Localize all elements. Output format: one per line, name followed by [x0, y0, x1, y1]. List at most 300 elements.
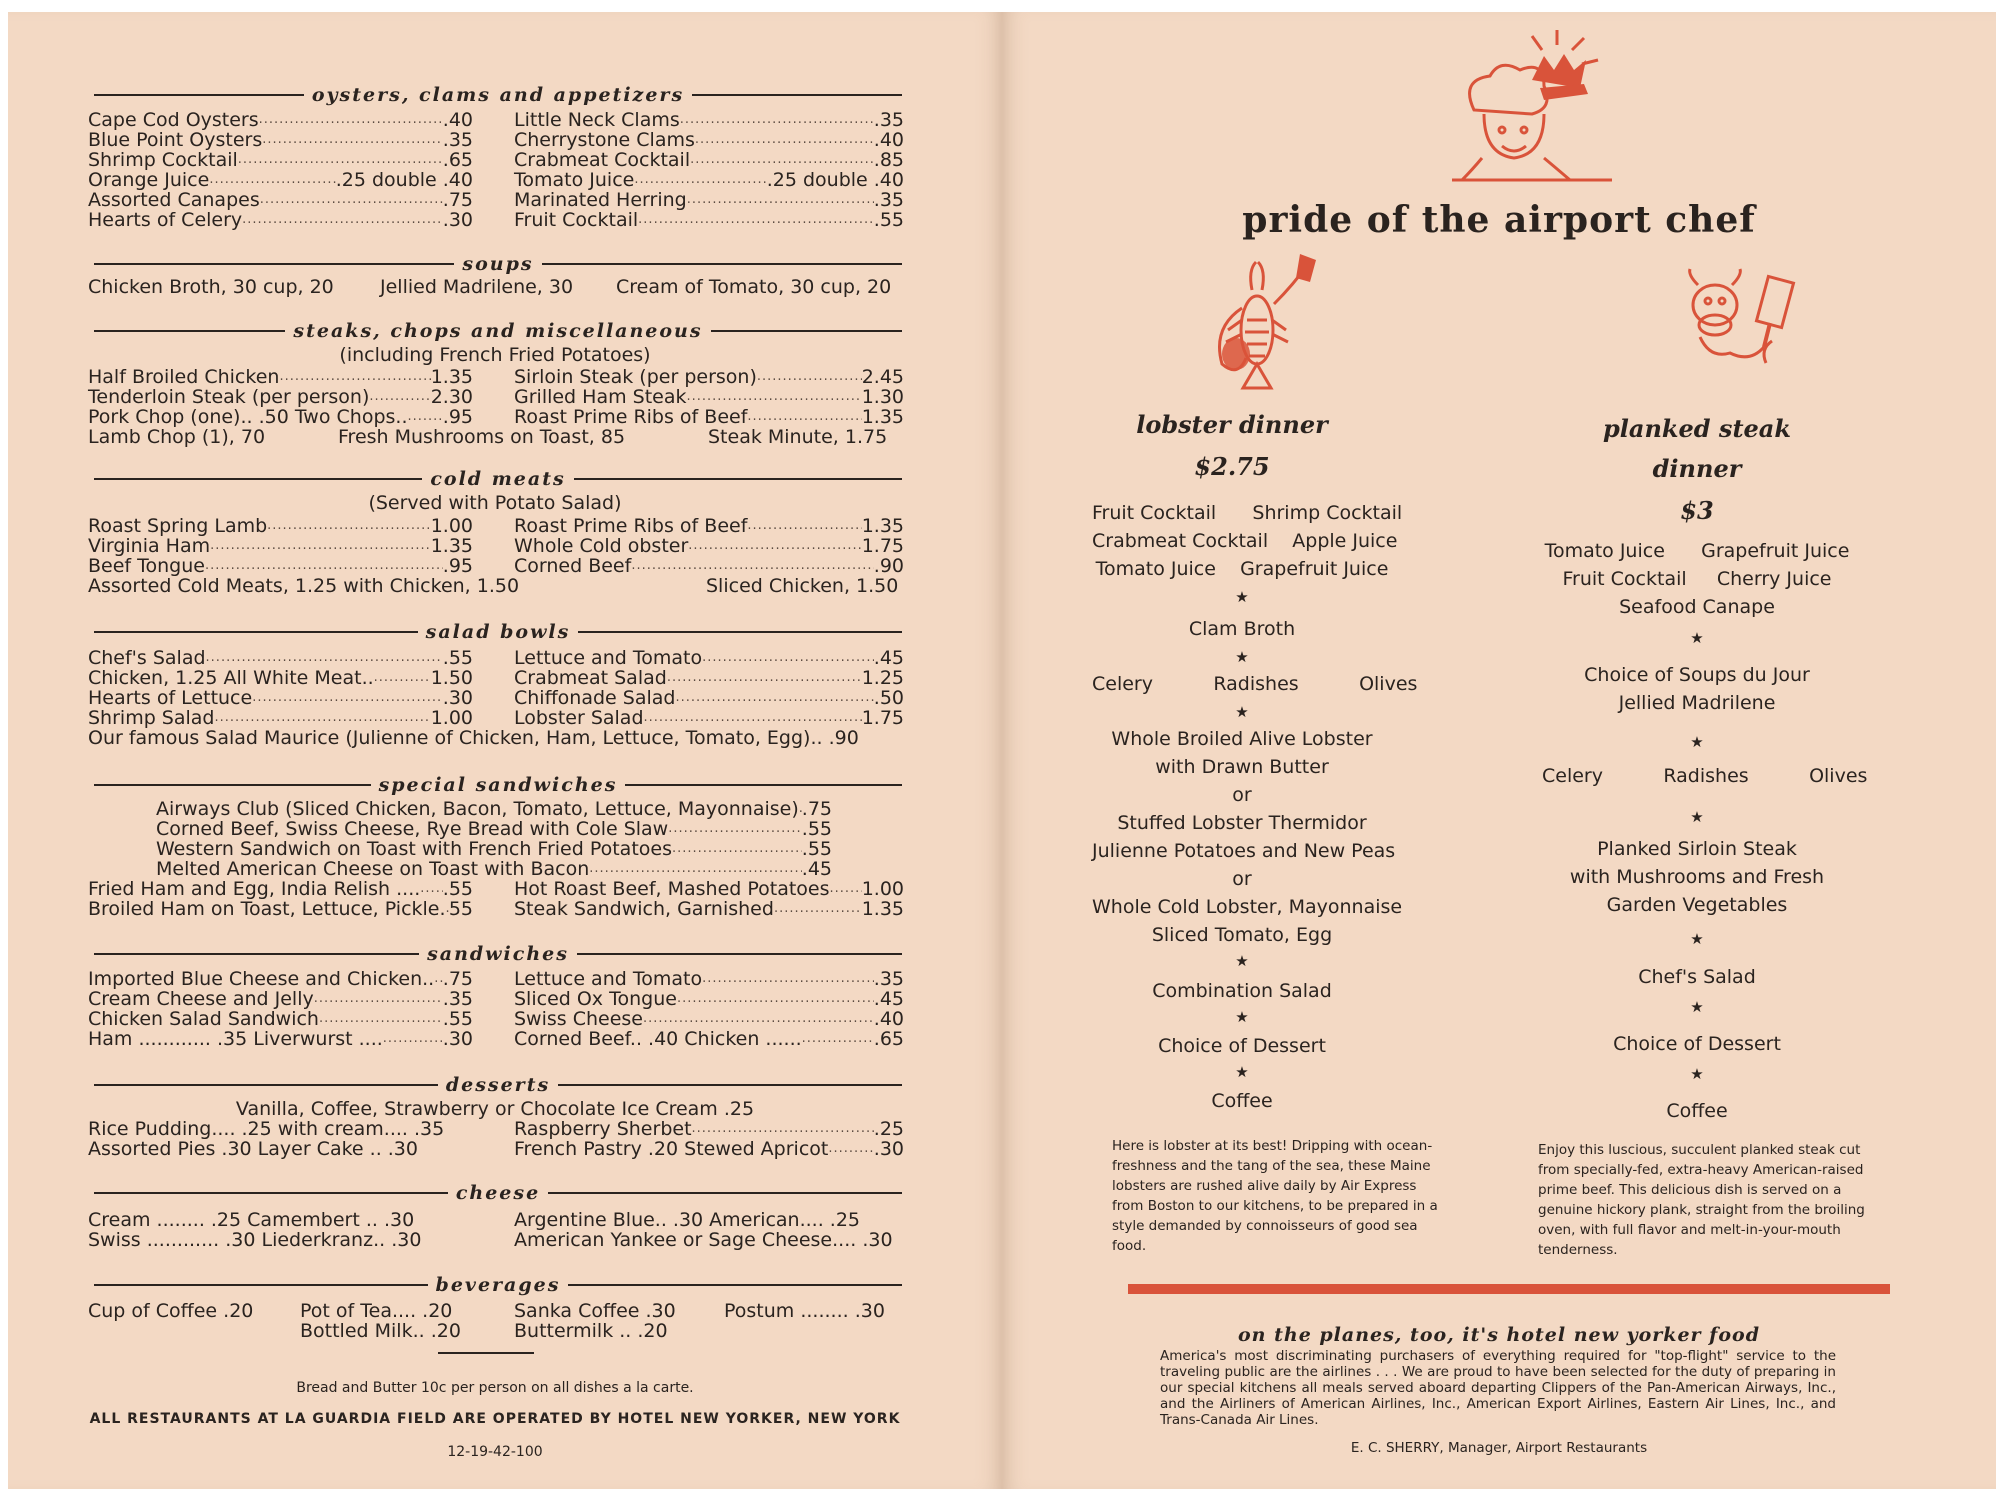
item-name: Swiss Cheese	[514, 1008, 643, 1030]
dot-leader	[802, 1029, 874, 1049]
dinner-course: Fruit Cocktail Cherry Juice	[1562, 568, 1832, 590]
section-header-cold-meats	[94, 466, 902, 492]
dot-leader	[252, 688, 443, 708]
menu-item	[514, 1009, 904, 1029]
menu-item	[514, 516, 904, 536]
menu-item: Our famous Salad Maurice (Julienne of Chicken, Ham, Lettuce, Tomato, Egg).. .90	[88, 727, 859, 749]
item-name: Shrimp Cocktail	[88, 149, 238, 171]
item-price: .30	[442, 209, 473, 231]
item-name: Tomato Juice	[514, 169, 635, 191]
dot-leader	[667, 668, 862, 688]
section-title: desserts	[445, 1074, 551, 1096]
item-name: Steak Sandwich, Garnished	[514, 898, 774, 920]
item-price: 1.50	[430, 667, 473, 689]
menu-item	[88, 556, 473, 576]
menu-item	[514, 170, 904, 190]
dinner-course: Sliced Tomato, Egg	[1151, 924, 1333, 946]
star-divider-icon: ★	[1690, 998, 1704, 1016]
dot-leader	[688, 536, 861, 556]
dinner-course: Fruit Cocktail Shrimp Cocktail	[1092, 502, 1403, 524]
menu-item	[88, 899, 473, 919]
item-name: Crabmeat Cocktail	[514, 149, 691, 171]
item-name: Chef's Salad	[88, 647, 206, 669]
item-price: .40	[442, 109, 473, 131]
star-divider-icon: ★	[1235, 648, 1249, 666]
divider	[438, 1352, 534, 1354]
dinner-course: Stuffed Lobster Thermidor	[1117, 812, 1367, 834]
item-name: Corned Beef.. .40 Chicken ......	[514, 1028, 802, 1050]
item-name: Half Broiled Chicken	[88, 366, 280, 388]
item-price: .30	[442, 687, 473, 709]
lobster-icon	[1212, 250, 1322, 410]
menu-item: Bottled Milk.. .20	[300, 1320, 461, 1342]
item-name: Broiled Ham on Toast, Lettuce, Pickle.	[88, 898, 446, 920]
dot-leader	[687, 190, 874, 210]
menu-item	[88, 407, 473, 427]
star-divider-icon: ★	[1690, 808, 1704, 826]
dot-leader	[589, 859, 802, 879]
dot-leader	[205, 556, 443, 576]
dot-leader	[828, 1139, 873, 1159]
menu-item: Fresh Mushrooms on Toast, 85	[338, 426, 626, 448]
menu-item: Cup of Coffee .20	[88, 1300, 254, 1322]
item-name: Pork Chop (one).. .50 Two Chops..	[88, 406, 408, 428]
item-name: Lobster Salad	[514, 707, 644, 729]
menu-item: Pot of Tea.... .20	[300, 1300, 453, 1322]
item-name: Sirloin Steak (per person)	[514, 366, 757, 388]
dot-leader	[643, 1009, 874, 1029]
item-price: .40	[873, 129, 904, 151]
menu-item: Lamb Chop (1), 70	[88, 426, 266, 448]
star-divider-icon: ★	[1235, 703, 1249, 721]
dinner-course: Tomato Juice Grapefruit Juice	[1544, 540, 1850, 562]
dot-leader	[383, 1029, 443, 1049]
dot-leader	[314, 989, 443, 1009]
menu-item	[88, 708, 473, 728]
special-col-2	[514, 879, 904, 919]
menu-item	[514, 190, 904, 210]
menu-item	[156, 819, 832, 839]
item-name: Hearts of Celery	[88, 209, 243, 231]
item-name: Lettuce and Tomato	[514, 647, 703, 669]
menu-item: Buttermilk .. .20	[514, 1320, 668, 1342]
dot-leader	[215, 708, 431, 728]
item-price: 55	[448, 898, 473, 920]
star-divider-icon: ★	[1235, 952, 1249, 970]
dinner-course: Planked Sirloin Steak	[1597, 838, 1797, 860]
item-name: Chicken Salad Sandwich	[88, 1008, 319, 1030]
menu-item: Steak Minute, 1.75	[708, 426, 888, 448]
section-header-special-sandwiches	[94, 772, 902, 798]
dot-leader	[830, 879, 862, 899]
menu-item	[88, 688, 473, 708]
lobster-dinner-title: lobster dinner	[1136, 410, 1328, 439]
item-price: 1.25	[861, 667, 904, 689]
menu-item	[514, 708, 904, 728]
dinner-course: or	[1232, 868, 1252, 890]
item-name: Lettuce and Tomato	[514, 968, 703, 990]
menu-item	[88, 536, 473, 556]
item-price: .25 double .40	[335, 169, 473, 191]
operated-by-note: ALL RESTAURANTS AT LA GUARDIA FIELD ARE OPERATED BY HOTEL NEW YORKER, NEW YORK	[89, 1411, 901, 1427]
dot-leader	[210, 536, 431, 556]
item-name: Hot Roast Beef, Mashed Potatoes	[514, 878, 830, 900]
star-divider-icon: ★	[1690, 1065, 1704, 1083]
item-price: 1.00	[430, 515, 473, 537]
menu-item	[514, 536, 904, 556]
menu-item	[514, 648, 904, 668]
dot-leader	[407, 407, 442, 427]
dot-leader	[206, 648, 443, 668]
item-price: .65	[442, 149, 473, 171]
item-price: .40	[873, 1008, 904, 1030]
menu-item	[514, 668, 904, 688]
star-divider-icon: ★	[1235, 588, 1249, 606]
dot-leader	[374, 668, 431, 688]
star-divider-icon: ★	[1690, 930, 1704, 948]
dinner-course: Choice of Dessert	[1158, 1035, 1326, 1057]
item-price: .45	[873, 647, 904, 669]
item-name: Beef Tongue	[88, 555, 205, 577]
item-price: .75	[442, 968, 473, 990]
item-name: Melted American Cheese on Toast with Bacon	[156, 858, 590, 880]
menu-item	[88, 1009, 473, 1029]
dinner-course: Celery Radishes Olives	[1542, 765, 1868, 787]
section-header-soups	[94, 251, 902, 277]
soup-item: Jellied Madrilene, 30	[380, 276, 574, 298]
menu-item	[156, 799, 832, 819]
dot-leader	[644, 708, 862, 728]
item-price: .45	[801, 858, 832, 880]
dot-leader	[672, 839, 802, 859]
section-header-desserts	[94, 1072, 902, 1098]
signature: E. C. SHERRY, Manager, Airport Restaurants	[1350, 1440, 1648, 1456]
item-name: Fruit Cocktail	[514, 209, 639, 231]
menu-item	[88, 150, 473, 170]
salad-col-1	[88, 648, 473, 728]
item-price: .75	[801, 798, 832, 820]
page-headline: pride of the airport chef	[1242, 199, 1756, 241]
dinner-course: Crabmeat Cocktail Apple Juice	[1092, 530, 1398, 552]
dot-leader	[702, 969, 874, 989]
menu-item: Swiss ............ .30 Liederkranz.. .30	[88, 1229, 422, 1251]
star-divider-icon: ★	[1235, 1063, 1249, 1081]
dinner-course: Whole Cold Lobster, Mayonnaise	[1092, 896, 1403, 918]
menu-item	[88, 668, 473, 688]
item-price: 1.35	[861, 898, 904, 920]
cold-meats-col-1	[88, 516, 473, 576]
menu-item: Cream ........ .25 Camembert .. .30	[88, 1209, 415, 1231]
dot-leader	[238, 150, 443, 170]
dot-leader	[668, 819, 802, 839]
menu-item	[88, 387, 473, 407]
item-name: Grilled Ham Steak	[514, 386, 687, 408]
item-price: .50	[873, 687, 904, 709]
dot-leader	[260, 190, 443, 210]
item-name: Corned Beef	[514, 555, 632, 577]
dinner-course: with Drawn Butter	[1155, 756, 1329, 778]
dot-leader	[267, 516, 431, 536]
item-name: Imported Blue Cheese and Chicken..	[88, 968, 435, 990]
dot-leader	[757, 367, 862, 387]
chef-icon	[1422, 30, 1622, 190]
dot-leader	[638, 210, 874, 230]
menu-item	[514, 387, 904, 407]
dot-leader	[702, 648, 874, 668]
item-name: Assorted Canapes	[88, 189, 260, 211]
item-price: .30	[442, 1028, 473, 1050]
section-header-salad-bowls	[94, 619, 902, 645]
section-title: soups	[462, 253, 534, 275]
item-price: .25	[873, 1118, 904, 1140]
menu-item	[88, 1029, 473, 1049]
dot-leader	[690, 150, 874, 170]
dot-leader	[692, 1119, 874, 1139]
item-name: Whole Cold obster	[514, 535, 689, 557]
section-title: cheese	[455, 1182, 541, 1204]
item-name: Cream Cheese and Jelly	[88, 988, 314, 1010]
menu-item	[88, 110, 473, 130]
dot-leader	[675, 688, 873, 708]
dot-leader	[279, 367, 430, 387]
item-price: 1.35	[861, 406, 904, 428]
item-price: .75	[442, 189, 473, 211]
item-name: Marinated Herring	[514, 189, 687, 211]
lobster-dinner-price: $2.75	[1194, 452, 1270, 481]
dot-leader	[420, 879, 442, 899]
planes-body: America's most discriminating purchasers of everything required for "top-flight" service to the traveling public are the airlines . . . We are proud to have been selected for the duty of preparing in our special kitchens all meals served aboard departing Clippers of the Pan-American Airways, Inc., and the Airliners of American Airlines, Inc., American Export Airlines, Eastern Air Lines, Inc., and Trans-Canada Air Lines.	[1160, 1348, 1836, 1428]
sandwiches-col-2	[514, 969, 904, 1049]
menu-item	[88, 989, 473, 1009]
section-title: steaks, chops and miscellaneous	[293, 320, 703, 342]
menu-item	[514, 110, 904, 130]
item-price: 1.75	[861, 707, 904, 729]
dot-leader	[677, 989, 874, 1009]
menu-item	[88, 648, 473, 668]
dot-leader	[319, 1009, 443, 1029]
dinner-course: Julienne Potatoes and New Peas	[1092, 840, 1396, 862]
menu-item	[514, 879, 904, 899]
section-header-sandwiches	[94, 941, 902, 967]
dinner-course: Chef's Salad	[1638, 966, 1756, 988]
menu-item	[156, 839, 832, 859]
item-price: .95	[442, 555, 473, 577]
steaks-col-1	[88, 367, 473, 427]
menu-item	[514, 1119, 904, 1139]
menu-item	[514, 210, 904, 230]
item-price: .55	[442, 878, 473, 900]
menu-item	[514, 150, 904, 170]
menu-item	[88, 879, 473, 899]
item-price: .90	[873, 555, 904, 577]
section-header-oysters	[94, 82, 902, 108]
dot-leader	[209, 170, 335, 190]
dot-leader	[747, 407, 861, 427]
section-note: (including French Fried Potatoes)	[339, 344, 651, 366]
item-price: .95	[442, 406, 473, 428]
section-title: oysters, clams and appetizers	[311, 84, 685, 106]
dinner-course: Coffee	[1666, 1100, 1728, 1122]
item-price: .85	[873, 149, 904, 171]
salad-col-2	[514, 648, 904, 728]
dot-leader	[634, 170, 766, 190]
item-name: Roast Prime Ribs of Beef	[514, 406, 748, 428]
star-divider-icon: ★	[1235, 1008, 1249, 1026]
dinner-course: Choice of Dessert	[1613, 1033, 1781, 1055]
item-price: .25 double .40	[766, 169, 904, 191]
item-name: Chicken, 1.25 All White Meat..	[88, 667, 374, 689]
menu-item	[514, 989, 904, 1009]
item-price: 1.35	[430, 535, 473, 557]
section-title: cold meats	[430, 468, 566, 490]
menu-item: Rice Pudding.... .25 with cream.... .35	[88, 1118, 445, 1140]
menu-item	[514, 130, 904, 150]
item-name: Little Neck Clams	[514, 109, 680, 131]
item-name: Roast Prime Ribs of Beef	[514, 515, 748, 537]
steak-dinner-price: $3	[1680, 496, 1714, 525]
item-name: Sliced Ox Tongue	[514, 988, 677, 1010]
item-price: 2.30	[430, 386, 473, 408]
dot-leader	[747, 516, 861, 536]
item-name: Chiffonade Salad	[514, 687, 676, 709]
menu-item: Sanka Coffee .30	[514, 1300, 676, 1322]
section-header-steaks	[94, 318, 902, 344]
item-name: Airways Club (Sliced Chicken, Bacon, Tomato, Lettuce, Mayonnaise)	[156, 798, 799, 820]
menu-item: Assorted Pies .30 Layer Cake .. .30	[88, 1138, 418, 1160]
dinner-course: Coffee	[1211, 1090, 1273, 1112]
item-name: Raspberry Sherbet	[514, 1118, 692, 1140]
item-name: Shrimp Salad	[88, 707, 215, 729]
dot-leader	[434, 969, 443, 989]
lobster-description: Here is lobster at its best! Dripping with ocean-freshness and the tang of the sea, these Maine lobsters are rushed alive daily by Air Express from Boston to our kitchens, to be prepared in a style demanded by connoisseurs of good sea food.	[1112, 1138, 1438, 1254]
star-divider-icon: ★	[1690, 629, 1704, 647]
planes-title: on the planes, too, it's hotel new yorker food	[1238, 1324, 1760, 1346]
menu-item	[88, 210, 473, 230]
item-name: Hearts of Lettuce	[88, 687, 253, 709]
menu-item	[514, 969, 904, 989]
item-price: .35	[873, 189, 904, 211]
item-price: .55	[442, 1008, 473, 1030]
special-sandwich-list	[156, 799, 832, 879]
dinner-course: or	[1232, 784, 1252, 806]
item-name: French Pastry .20 Stewed Apricot	[514, 1138, 829, 1160]
section-header-beverages	[94, 1272, 902, 1298]
item-price: 2.45	[861, 366, 904, 388]
dot-leader	[242, 210, 443, 230]
menu-item: Sliced Chicken, 1.50	[706, 575, 899, 597]
desserts-col-2	[514, 1119, 904, 1159]
accent-bar	[1128, 1284, 1890, 1294]
item-price: 1.75	[861, 535, 904, 557]
cow-icon	[1680, 267, 1805, 382]
menu-item	[88, 130, 473, 150]
item-price: .55	[801, 818, 832, 840]
dot-leader	[686, 387, 861, 407]
section-title: special sandwiches	[378, 774, 618, 796]
item-name: Blue Point Oysters	[88, 129, 263, 151]
item-price: 1.35	[861, 515, 904, 537]
soup-item: Chicken Broth, 30 cup, 20	[88, 276, 334, 298]
item-price: .55	[442, 647, 473, 669]
dinner-course: with Mushrooms and Fresh	[1569, 866, 1825, 888]
item-price: .35	[442, 988, 473, 1010]
section-note: (Served with Potato Salad)	[368, 492, 622, 514]
steak-dinner-title: planked steak	[1603, 414, 1791, 443]
item-name: Tenderloin Steak (per person)	[88, 386, 370, 408]
oysters-col-1	[88, 110, 473, 230]
star-divider-icon: ★	[1690, 733, 1704, 751]
menu-item	[88, 367, 473, 387]
dot-leader	[369, 387, 430, 407]
menu-item	[514, 367, 904, 387]
item-name: Cape Cod Oysters	[88, 109, 259, 131]
menu-item: American Yankee or Sage Cheese.... .30	[514, 1229, 893, 1251]
item-name: Virginia Ham	[88, 535, 211, 557]
menu-item	[514, 1139, 904, 1159]
section-title: beverages	[435, 1274, 561, 1296]
oysters-col-2	[514, 110, 904, 230]
menu-item	[88, 170, 473, 190]
menu-item	[514, 899, 904, 919]
item-name: Crabmeat Salad	[514, 667, 667, 689]
dinner-course: Tomato Juice Grapefruit Juice	[1095, 558, 1389, 580]
right-menu-page	[1002, 12, 1996, 1489]
item-price: 1.30	[861, 386, 904, 408]
item-price: .35	[873, 109, 904, 131]
special-col-1	[88, 879, 473, 919]
menu-item	[514, 407, 904, 427]
dinner-course: Jellied Madrilene	[1618, 692, 1776, 714]
item-price: 1.35	[430, 366, 473, 388]
menu-item: Argentine Blue.. .30 American.... .25	[514, 1209, 861, 1231]
steak-description: Enjoy this luscious, succulent planked steak cut from specially-fed, extra-heavy American-raised prime beef. This delicious dish is served on a genuine hickory plank, straight from the broiling oven, with full flavor and melt-in-your-mouth tenderness.	[1538, 1142, 1865, 1258]
section-note: Vanilla, Coffee, Strawberry or Chocolate Ice Cream .25	[235, 1098, 755, 1120]
steaks-col-2	[514, 367, 904, 427]
steak-plank-icon	[1756, 276, 1793, 347]
menu-item: Postum ........ .30	[724, 1300, 885, 1322]
bread-note: Bread and Butter 10c per person on all dishes a la carte.	[296, 1380, 694, 1396]
menu-item	[88, 190, 473, 210]
dot-leader	[262, 130, 443, 150]
dinner-course: Celery Radishes Olives	[1092, 673, 1418, 695]
dinner-course: Whole Broiled Alive Lobster	[1111, 728, 1373, 750]
section-title: salad bowls	[425, 621, 571, 643]
dot-leader	[695, 130, 874, 150]
dinner-course: Choice of Soups du Jour	[1584, 664, 1810, 686]
section-header-cheese	[94, 1180, 902, 1206]
cold-meats-col-2	[514, 516, 904, 576]
dot-leader	[259, 110, 443, 130]
item-name: Ham ............ .35 Liverwurst ....	[88, 1028, 383, 1050]
item-name: Roast Spring Lamb	[88, 515, 268, 537]
menu-item	[514, 1029, 904, 1049]
dot-leader	[774, 899, 862, 919]
item-price: .55	[801, 838, 832, 860]
dot-leader	[631, 556, 873, 576]
menu-item	[88, 516, 473, 536]
menu-item	[514, 688, 904, 708]
item-price: .65	[873, 1028, 904, 1050]
item-name: Western Sandwich on Toast with French Fried Potatoes	[156, 838, 672, 860]
item-price: 1.00	[861, 878, 904, 900]
sandwiches-col-1	[88, 969, 473, 1049]
item-price: .55	[873, 209, 904, 231]
item-price: 1.00	[430, 707, 473, 729]
item-price: .35	[442, 129, 473, 151]
item-price: .35	[873, 968, 904, 990]
dinner-course: Garden Vegetables	[1606, 894, 1788, 916]
item-price: .45	[873, 988, 904, 1010]
